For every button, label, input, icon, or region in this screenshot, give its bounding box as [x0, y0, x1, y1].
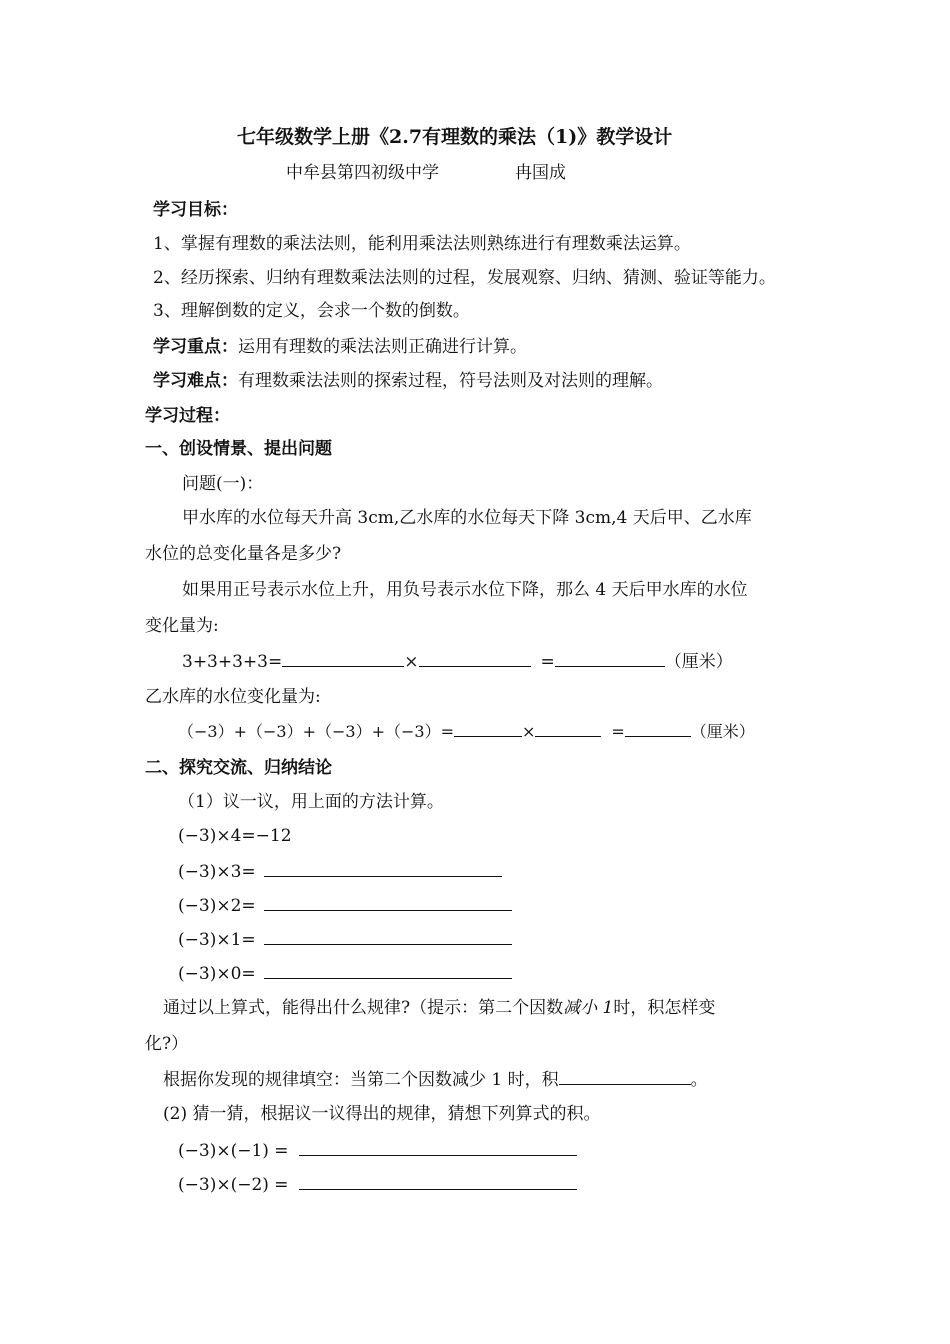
section1-heading: 一、创设情景、提出问题 [145, 439, 332, 459]
question-line-2: 水位的总变化量各是多少? [145, 544, 342, 564]
goals-heading: 学习目标： [153, 200, 238, 220]
fill-rule-text: 根据你发现的规律填空：当第二个因数减少 1 时，积 [163, 1070, 559, 1090]
eq2-lhs: （−3）+（−3）+（−3）+（−3）= [178, 722, 454, 741]
guess-intro: (2) 猜一猜，根据议一议得出的规律，猜想下列算式的积。 [163, 1104, 601, 1124]
answer-blank[interactable] [625, 720, 691, 737]
answer-blank[interactable] [264, 962, 512, 979]
fill-rule-line [163, 1068, 708, 1091]
calc-line [178, 894, 512, 917]
eq1-unit: （厘米） [664, 652, 733, 672]
observation-text: 时，积怎样变 [613, 998, 716, 1018]
answer-blank[interactable] [559, 1068, 691, 1085]
observation-line-1 [163, 997, 715, 1019]
key-point-line [153, 336, 527, 358]
eq2-times: × [521, 722, 536, 741]
eq2-equals: = [611, 722, 625, 741]
goal-item-1: 1、掌握有理数的乘法法则，能利用乘法法则熟练进行有理数乘法运算。 [153, 234, 691, 254]
calc-line [178, 928, 512, 951]
section2-heading: 二、探究交流、归纳结论 [145, 758, 332, 778]
difficulty-line [153, 370, 663, 392]
observation-line-2: 化?） [145, 1034, 189, 1054]
difficulty-text: 有理数乘法法则的探索过程，符号法则及对法则的理解。 [238, 371, 663, 391]
answer-blank[interactable] [264, 894, 512, 911]
calc-expression: (−3)×0= [178, 964, 256, 984]
eq1-times: × [404, 652, 419, 672]
question-label: 问题(一)： [182, 474, 264, 494]
guess-expression: (−3)×(−2) = [178, 1175, 289, 1195]
eq2-unit: （厘米） [690, 722, 755, 741]
discussion-intro: （1）议一议，用上面的方法计算。 [178, 792, 444, 812]
calc-expression: (−3)×3= [178, 862, 256, 882]
goal-item-3: 3、理解倒数的定义，会求一个数的倒数。 [153, 301, 470, 321]
answer-blank[interactable] [282, 650, 404, 667]
calc-line [178, 962, 512, 985]
calc-line: (−3)×4=−12 [178, 826, 292, 846]
equation-reservoir-a [182, 650, 733, 673]
calc-line [178, 860, 502, 883]
paragraph-line-2: 变化量为: [145, 616, 219, 636]
answer-blank[interactable] [419, 650, 531, 667]
eq1-lhs: 3+3+3+3= [182, 652, 283, 672]
answer-blank[interactable] [299, 1139, 577, 1156]
document-title: 七年级数学上册《2.7有理数的乘法（1)》教学设计 [237, 126, 673, 148]
answer-blank[interactable] [264, 928, 512, 945]
process-heading: 学习过程： [145, 406, 230, 426]
answer-blank[interactable] [454, 720, 522, 737]
paragraph-line-1: 如果用正号表示水位上升，用负号表示水位下降，那么 4 天后甲水库的水位 [182, 580, 748, 600]
eq1-equals: = [540, 652, 555, 672]
guess-expression: (−3)×(−1) = [178, 1141, 289, 1161]
observation-text: 通过以上算式，能得出什么规律?（提示：第二个因数 [163, 998, 564, 1018]
author-name: 冉国成 [515, 163, 566, 183]
answer-blank[interactable] [555, 650, 665, 667]
school-name: 中牟县第四初级中学 [286, 163, 439, 183]
observation-emphasis: 减小 1 [563, 998, 614, 1018]
goal-item-2: 2、经历探索、归纳有理数乘法法则的过程，发展观察、归纳、猜测、验证等能力。 [153, 268, 776, 288]
answer-blank[interactable] [535, 720, 601, 737]
reservoir-b-line: 乙水库的水位变化量为: [145, 687, 321, 707]
answer-blank[interactable] [264, 860, 502, 877]
guess-line [178, 1139, 577, 1162]
calc-expression: (−3)×2= [178, 896, 256, 916]
equation-reservoir-b [178, 720, 755, 743]
calc-expression: (−3)×1= [178, 930, 256, 950]
key-point-text: 运用有理数的乘法法则正确进行计算。 [238, 337, 527, 357]
guess-line [178, 1173, 577, 1196]
answer-blank[interactable] [299, 1173, 577, 1190]
fill-rule-end: 。 [690, 1070, 708, 1090]
question-line-1: 甲水库的水位每天升高 3cm,乙水库的水位每天下降 3cm,4 天后甲、乙水库 [182, 508, 752, 528]
difficulty-label: 学习难点： [153, 371, 238, 391]
key-point-label: 学习重点： [153, 337, 238, 357]
